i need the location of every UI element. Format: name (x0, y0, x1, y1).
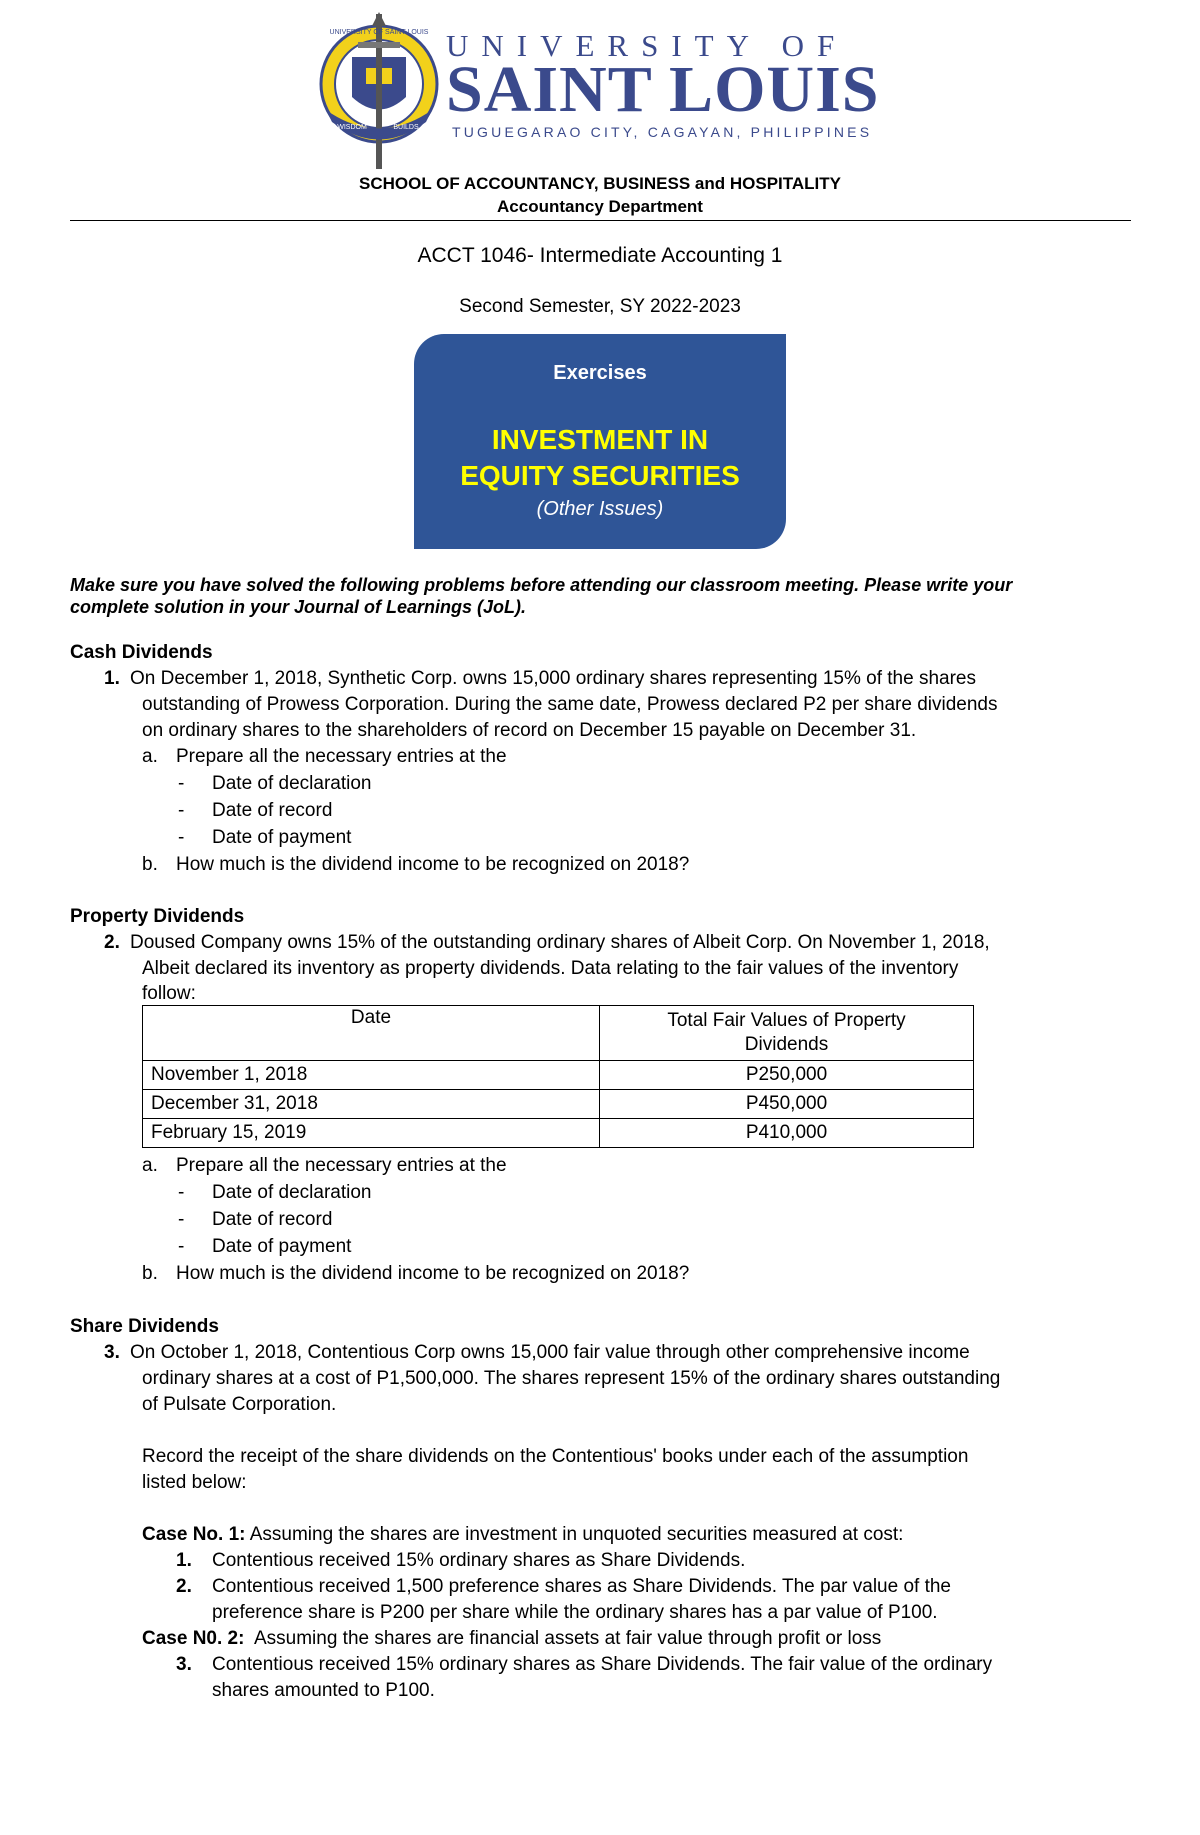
case2-label: Case N0. 2: (142, 1628, 245, 1649)
table-row (143, 1061, 974, 1090)
cash-line2: outstanding of Prowess Corporation. During the same date, Prowess declared P2 per share dividends (142, 694, 998, 715)
case2-item3-line2: shares amounted to P100. (212, 1680, 435, 1701)
header-divider (70, 220, 1131, 221)
cash-b-text: How much is the dividend income to be recognized on 2018? (176, 854, 690, 875)
property-line1: Doused Company owns 15% of the outstanding ordinary shares of Albeit Corp. On November 1, 2018, (130, 932, 990, 953)
property-dash-3: - (178, 1236, 185, 1257)
banner-label: Exercises (553, 362, 647, 384)
school-name: SCHOOL OF ACCOUNTANCY, BUSINESS and HOSPITALITY (358, 174, 841, 193)
case2-text: Assuming the shares are financial assets at fair value through profit or loss (244, 1628, 882, 1649)
table-row (143, 1090, 974, 1119)
share-record-line1: Record the receipt of the share dividends on the Contentious' books under each of the assumption (142, 1446, 969, 1467)
table-header-value-line1: Total Fair Values of Property (667, 1010, 906, 1031)
table-row (143, 1119, 974, 1148)
property-date-declaration: Date of declaration (212, 1182, 372, 1203)
table-header-value (600, 1006, 974, 1061)
cash-dash-2: - (178, 800, 185, 821)
property-date-record: Date of record (212, 1209, 333, 1230)
case2-heading (142, 1628, 881, 1650)
share-line1: On October 1, 2018, Contentious Corp owns 15,000 fair value through other comprehensive income (130, 1342, 970, 1363)
cash-date-payment: Date of payment (212, 827, 352, 848)
table-header-date: Date (143, 1006, 600, 1061)
property-date-payment: Date of payment (212, 1236, 352, 1257)
university-name-main: SAINT LOUIS (446, 53, 880, 126)
property-a-label: a. (142, 1155, 158, 1176)
cash-b-label: b. (142, 854, 158, 875)
table-header-value-line2: Dividends (744, 1034, 829, 1055)
share-record-line2: listed below: (142, 1472, 247, 1493)
case1-item2-line1: Contentious received 1,500 preference shares as Share Dividends. The par value of the (212, 1576, 951, 1597)
cash-date-record: Date of record (212, 800, 333, 821)
property-dash-2: - (178, 1209, 185, 1230)
table-cell-date: November 1, 2018 (143, 1061, 600, 1090)
banner-title-line1: INVESTMENT IN (491, 424, 709, 455)
case1-item2-line2: preference share is P200 per share while the ordinary shares has a par value of P100. (212, 1602, 938, 1623)
instruction-line1: Make sure you have solved the following problems before attending our classroom meeting. Please write your (70, 575, 1013, 595)
seal-ribbon-left: WISDOM (337, 124, 367, 131)
table-cell-value: P450,000 (600, 1090, 974, 1119)
property-problem-number: 2. (104, 932, 120, 953)
cash-a-text: Prepare all the necessary entries at the (176, 746, 507, 767)
table-cell-value: P410,000 (600, 1119, 974, 1148)
university-name-top: UNIVERSITY OF (446, 28, 848, 63)
cash-line3: on ordinary shares to the shareholders of record on December 15 payable on December 31. (142, 720, 917, 741)
table-cell-value: P250,000 (600, 1061, 974, 1090)
table-cell-date: December 31, 2018 (143, 1090, 600, 1119)
property-dash-1: - (178, 1182, 185, 1203)
property-b-label: b. (142, 1263, 158, 1284)
case2-item3-number: 3. (176, 1654, 192, 1675)
semester: Second Semester, SY 2022-2023 (459, 296, 741, 317)
instruction-line2: complete solution in your Journal of Learnings (JoL). (70, 597, 527, 617)
case1-label: Case No. 1: (142, 1524, 246, 1545)
share-line2: ordinary shares at a cost of P1,500,000. The shares represent 15% of the ordinary shares outstanding (142, 1368, 1001, 1389)
case1-heading (142, 1524, 903, 1546)
university-location: TUGUEGARAO CITY, CAGAYAN, PHILIPPINES (452, 124, 873, 140)
property-line2: Albeit declared its inventory as property dividends. Data relating to the fair values of the inventory (142, 958, 959, 979)
cash-problem-number: 1. (104, 668, 120, 689)
property-heading: Property Dividends (70, 906, 245, 927)
cash-dash-3: - (178, 827, 185, 848)
cash-heading: Cash Dividends (70, 642, 213, 663)
case1-item1-number: 1. (176, 1550, 192, 1571)
cash-date-declaration: Date of declaration (212, 773, 372, 794)
case2-item3-line1: Contentious received 15% ordinary shares as Share Dividends. The fair value of the ordinary (212, 1654, 993, 1675)
property-a-text: Prepare all the necessary entries at the (176, 1155, 507, 1176)
university-seal-logo (314, 12, 444, 172)
case1-item2-number: 2. (176, 1576, 192, 1597)
exercise-banner (414, 334, 786, 549)
table-cell-date: February 15, 2019 (143, 1119, 600, 1148)
banner-title-line2: EQUITY SECURITIES (460, 460, 740, 491)
seal-top-text: UNIVERSITY OF SAINT LOUIS (329, 29, 429, 36)
table-header-row (143, 1006, 974, 1061)
case1-text: Assuming the shares are investment in unquoted securities measured at cost: (245, 1524, 904, 1545)
share-line3: of Pulsate Corporation. (142, 1394, 337, 1415)
course-title: ACCT 1046- Intermediate Accounting 1 (417, 244, 783, 267)
fair-value-table (142, 1005, 974, 1148)
property-b-text: How much is the dividend income to be recognized on 2018? (176, 1263, 690, 1284)
cash-line1: On December 1, 2018, Synthetic Corp. owns 15,000 ordinary shares representing 15% of the shares (130, 668, 976, 689)
seal-ribbon-right: BUILDS (393, 124, 419, 131)
department-name: Accountancy Department (497, 197, 703, 216)
case1-item1-text: Contentious received 15% ordinary shares as Share Dividends. (212, 1550, 746, 1571)
property-line3: follow: (142, 983, 196, 1004)
cash-a-label: a. (142, 746, 158, 767)
cash-dash-1: - (178, 773, 185, 794)
banner-subtitle: (Other Issues) (536, 498, 664, 520)
share-problem-number: 3. (104, 1342, 120, 1363)
share-heading: Share Dividends (70, 1316, 219, 1337)
